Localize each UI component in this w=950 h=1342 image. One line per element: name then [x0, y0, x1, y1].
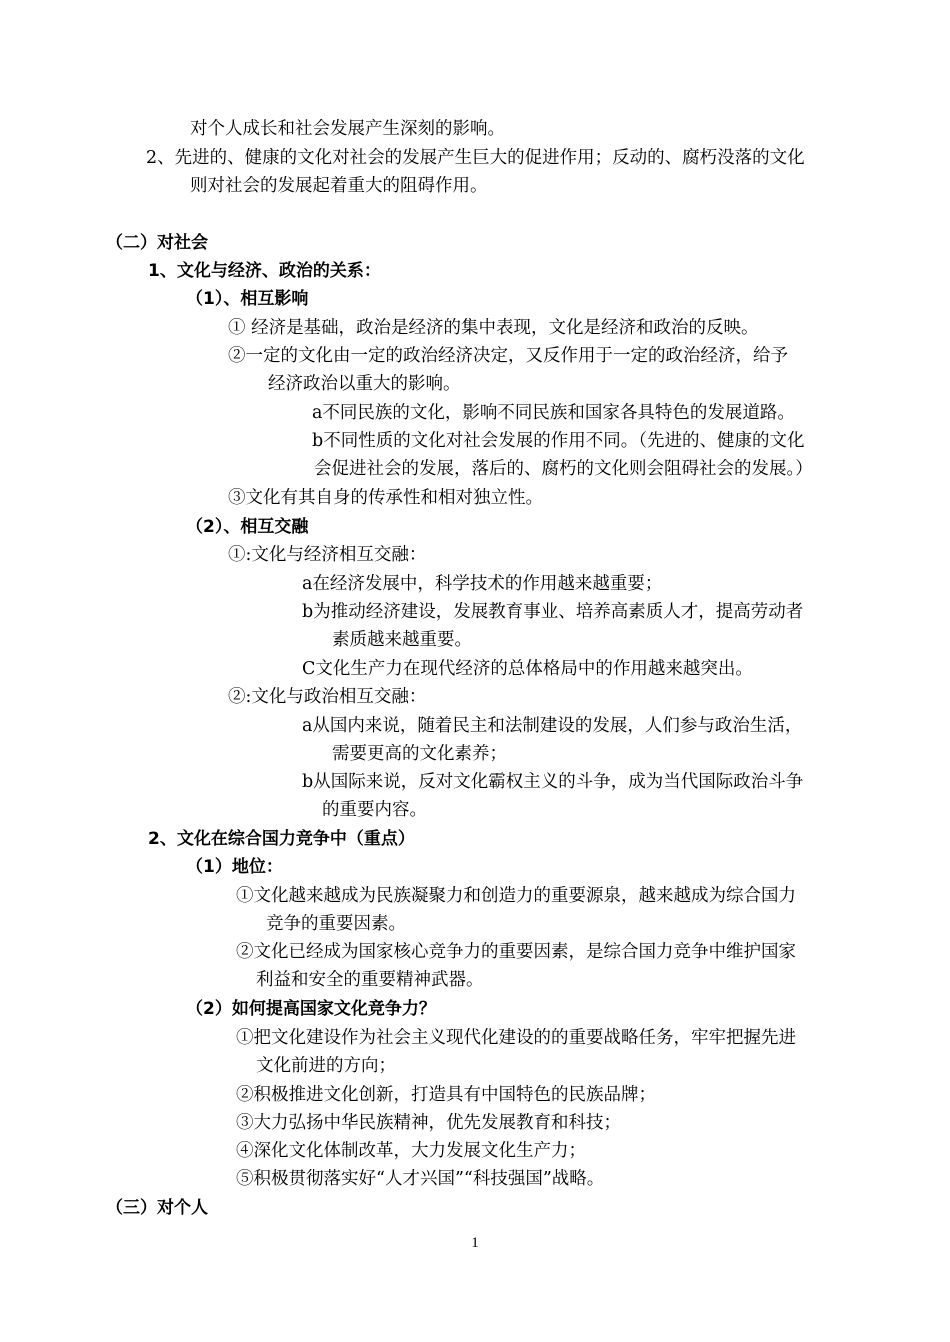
text-line: ③大力弘扬中华民族精神，优先发展教育和科技； [236, 1113, 621, 1133]
subsection-heading: （1）地位： [186, 857, 283, 877]
text-line: 利益和安全的重要精神武器。 [256, 970, 484, 990]
subsection-heading: （2）如何提高国家文化竞争力？ [186, 999, 436, 1019]
section-heading: （三）对个人 [106, 1198, 208, 1218]
text-line: ②一定的文化由一定的政治经济决定，又反作用于一定的政治经济，给予 [228, 346, 788, 366]
text-line: ②文化已经成为国家核心竞争力的重要因素，是综合国力竞争中维护国家 [236, 942, 796, 962]
text-line: 经济政治以重大的影响。 [268, 374, 461, 394]
text-line: 文化前进的方向； [256, 1056, 396, 1076]
text-line: b不同性质的文化对社会发展的作用不同。（先进的、健康的文化 [312, 431, 805, 451]
text-line: ①文化越来越成为民族凝聚力和创造力的重要源泉，越来越成为综合国力 [236, 886, 796, 906]
text-line: ① 经济是基础，政治是经济的集中表现，文化是经济和政治的反映。 [228, 318, 759, 338]
text-line: 则对社会的发展起着重大的阻碍作用。 [190, 176, 488, 196]
text-line: 需要更高的文化素养； [332, 744, 507, 764]
text-line: a在经济发展中，科学技术的作用越来越重要； [302, 574, 663, 594]
text-line: 的重要内容。 [322, 800, 427, 820]
text-line: a不同民族的文化，影响不同民族和国家各具特色的发展道路。 [312, 403, 795, 423]
subsection-heading: 1、文化与经济、政治的关系： [148, 261, 381, 281]
text-line: C文化生产力在现代经济的总体格局中的作用越来越突出。 [302, 659, 753, 679]
text-line: 素质越来越重要。 [332, 630, 472, 650]
text-line: ①把文化建设作为社会主义现代化建设的的重要战略任务，牢牢把握先进 [236, 1028, 796, 1048]
text-line: 竞争的重要因素。 [266, 914, 406, 934]
text-line: ②:文化与政治相互交融： [228, 687, 427, 707]
text-line: b为推动经济建设，发展教育事业、培养高素质人才，提高劳动者 [302, 602, 804, 622]
subsection-heading: （1）、相互影响 [186, 289, 309, 309]
text-line: ②积极推进文化创新，打造具有中国特色的民族品牌； [236, 1085, 656, 1105]
text-line: 会促进社会的发展，落后的、腐朽的文化则会阻碍社会的发展。） [314, 459, 813, 479]
text-line: ③文化有其自身的传承性和相对独立性。 [228, 488, 543, 508]
text-line: b从国际来说，反对文化霸权主义的斗争，成为当代国际政治斗争 [302, 772, 804, 792]
subsection-heading: 2、文化在综合国力竞争中（重点） [148, 829, 415, 849]
text-line: a从国内来说，随着民主和法制建设的发展，人们参与政治生活， [302, 716, 803, 736]
text-line: ①:文化与经济相互交融： [228, 545, 427, 565]
subsection-heading: （2）、相互交融 [186, 517, 309, 537]
text-line: ④深化文化体制改革，大力发展文化生产力； [236, 1141, 586, 1161]
text-line: 2、先进的、健康的文化对社会的发展产生巨大的促进作用；反动的、腐朽没落的文化 [146, 148, 805, 168]
text-line: 对个人成长和社会发展产生深刻的影响。 [190, 119, 505, 139]
text-line: ⑤积极贯彻落实好“人才兴国”“科技强国”战略。 [236, 1169, 605, 1189]
section-heading: （二）对社会 [106, 233, 208, 253]
page-number: 1 [471, 1235, 479, 1251]
